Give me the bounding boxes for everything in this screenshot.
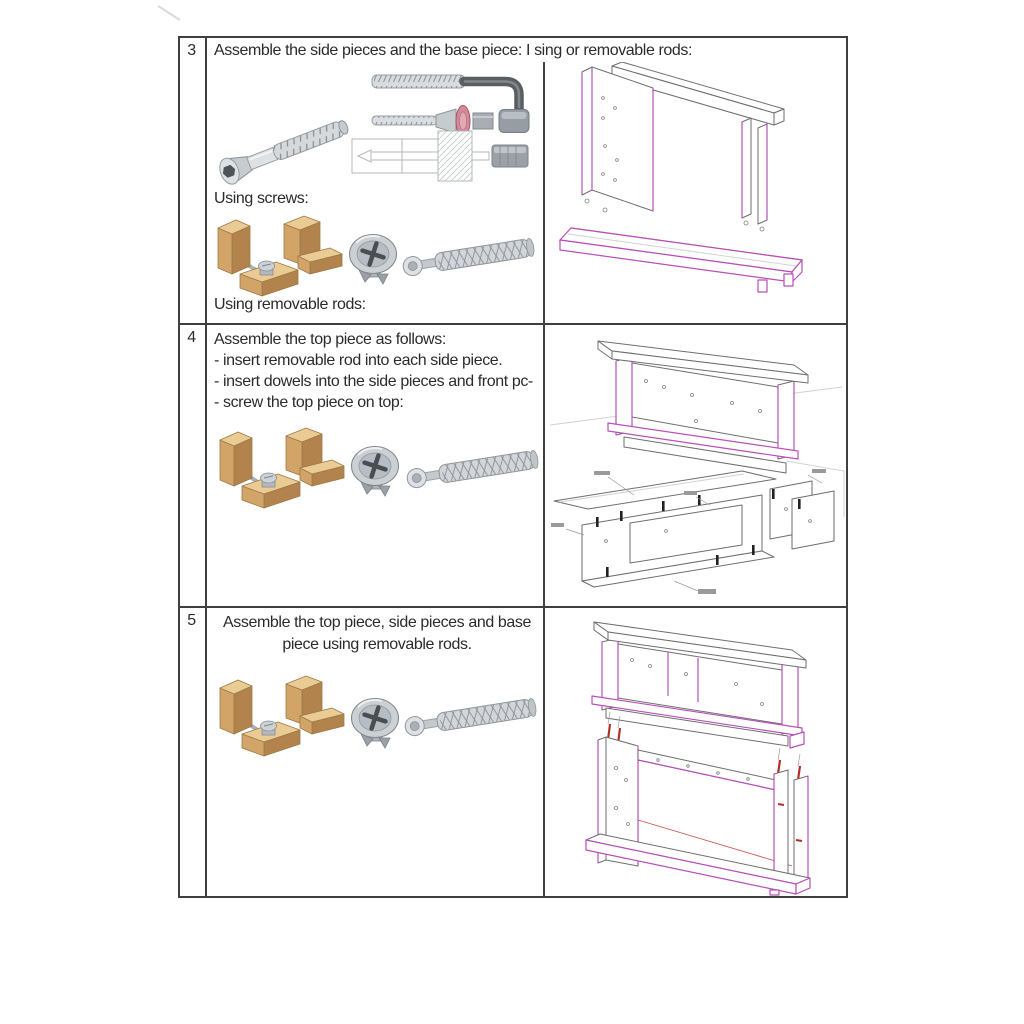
cam-lock-fitting-icon [346, 694, 406, 750]
knurled-removable-rod-icon [400, 224, 540, 290]
step5-instructions: Assemble the top piece, side pieces and base piece using removable rods. [223, 614, 531, 653]
step3-drawing-frame-and-base [546, 62, 846, 320]
step-number-4: 4 [187, 329, 196, 346]
step4-drawing-assembled-and-exploded [546, 325, 846, 604]
step4-line-3: - insert dowels into the side pieces and front pc- [214, 373, 533, 390]
step4-instructions [214, 329, 544, 413]
step-number-5: 5 [187, 612, 196, 629]
wood-cam-joint-icon [212, 672, 347, 767]
step5-drawing-assembled-and-rod-frame [546, 608, 846, 896]
step3-caption-screws: Using screws: [214, 190, 309, 207]
wood-cam-joint-icon [212, 424, 347, 519]
knurled-removable-rod-icon [402, 684, 542, 750]
step4-line-4: - screw the top piece on top: [214, 394, 404, 411]
cam-lock-fitting-icon [346, 442, 406, 498]
step-number-3: 3 [187, 42, 196, 59]
step3-title: Assemble the side pieces and the base piece: I sing or removable rods: [214, 42, 693, 59]
knurled-removable-rod-icon [404, 436, 544, 502]
cam-lock-fitting-icon [344, 230, 404, 286]
wood-cam-joint-icon [210, 212, 345, 307]
step3-caption-rods: Using removable rods: [214, 296, 366, 313]
rod-in-slot-diagram [350, 126, 532, 188]
page-corner-mark [158, 5, 181, 21]
step4-line-2: - insert removable rod into each side piece. [214, 352, 503, 369]
step4-line-1: Assemble the top piece as follows: [214, 331, 446, 348]
table-vline-stepcol [205, 36, 207, 898]
